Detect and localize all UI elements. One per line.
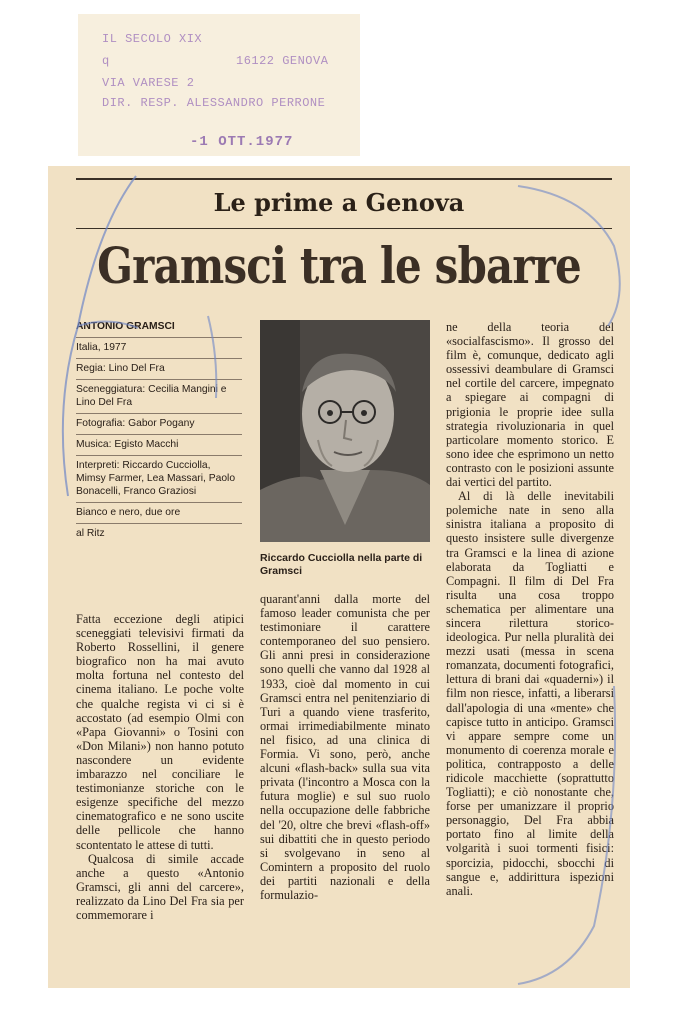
article-headline: Gramsci tra le sbarre (97, 236, 581, 295)
stamp-city: 16122 GENOVA (236, 54, 329, 68)
archive-stamp (78, 14, 360, 156)
paragraph: Fatta eccezione degli atipici sceneggiati televisivi firmati da Roberto Rossellini, il genere biografico non ha mai avuto molta fortuna nel contesto del cinema italiano. Le poche volte che qualche regista vi ci si è accostato (ad esempio Olmi con «Papa Giovanni» o Tosini con «Don Milani») non hanno potuto nascondere un evidente imbarazzo nel conciliare le testimonianze storiche con le esigenze specifiche del mezzo cinematografico e ne sono uscite delle pellicole che hanno scontentato le attese di tutti. (76, 612, 244, 852)
newspaper-clipping (48, 166, 630, 988)
article-kicker: Le prime a Genova (213, 188, 465, 217)
credit-photography: Fotografia: Gabor Pogany (76, 414, 242, 435)
stamp-address: VIA VARESE 2 (102, 76, 195, 90)
photo-caption: Riccardo Cucciolla nella parte di Gramsci (260, 552, 423, 577)
credit-screenplay: Sceneggiatura: Cecilia Mangini e Lino Del Fra (76, 380, 242, 414)
stamp-director: DIR. RESP. ALESSANDRO PERRONE (102, 96, 326, 110)
credit-country-year: Italia, 1977 (76, 338, 242, 359)
paragraph: Al di là delle inevitabili polemiche nate in seno alla sinistra italiana a proposito di questo insistere sulle divergenze tra Gramsci e la linea di azione elaborata da Togliatti e Compagni. Il film di Del Fra risulta una cosa troppo schematica per alimentare una sincera rilettura storico-ideologica. Pur nella pluralità dei mezzi usati (messa in scena romanzata, documenti fotografici, lettura di brani dai «quaderni») il film non riesce, infatti, a liberarsi dall'apologia di una «mente» che capisce tutto in anticipo. Gramsci vi appare sempre come un monumento di coerenza morale e politica, contrapposto a delle ridicole macchiette (soprattutto Togliatti); e ciò nonostante che, forse per umanizzare il proprio personaggio, Del Fra abbia portato fino al limite della volgarità i suoi tormenti fisici: sporcizia, pidocchi, sbocchi di sangue e, addirittura ispezioni anali. (446, 489, 614, 898)
credit-cinema: al Ritz (76, 528, 105, 539)
credit-music: Musica: Egisto Macchi (76, 435, 242, 456)
pen-annotation-marks (48, 166, 630, 988)
stamp-date: -1 OTT.1977 (190, 134, 294, 150)
credit-director: Regia: Lino Del Fra (76, 359, 242, 380)
credit-cast: Interpreti: Riccardo Cucciolla, Mimsy Farmer, Lea Massari, Paolo Bonacelli, Franco Graziosi (76, 456, 242, 503)
credit-format: Bianco e nero, due ore (76, 503, 242, 524)
paragraph: Qualcosa di simile accade anche a questo «Antonio Gramsci, gli anni del carcere», realizzato da Lino Del Fra sia per commemorare i (76, 851, 244, 922)
credit-title: ANTONIO GRAMSCI (76, 317, 242, 338)
stamp-code: q (102, 54, 110, 68)
paragraph: quarant'anni dalla morte del famoso leader comunista che per testimoniare il carattere contemporaneo del suo pensiero. Gli anni presi in considerazione sono quelli che vanno dal 1928 al 1933, cioè dal momento in cui Gramsci entra nel penitenziario di Turi a quando viene trasferito, ormai irrimediabilmente minato nel fisico, ad una clinica di Formia. Vi sono, però, anche alcuni «flash-back» sulla sua vita privata (l'incontro a Mosca con la futura moglie) e sul suo ruolo nella occupazione delle fabbriche del '20, oltre che brevi «flash-off» sui dibattiti che in questo periodo si svolgevano in seno al Comintern a proposito del ruolo dei partiti nazionali e della formulazio- (260, 592, 430, 902)
paragraph: ne della teoria del «socialfascismo». Il grosso del film è, comunque, dedicato agli ossessivi deambulare di Gramsci nel cortile del carcere, impegnato a spiegare ai compagni di prigionia le proprie idee sulla strategia rivoluzionaria in quel particolare momento storico. E sono idee che esprimono un netto contrasto con le posizioni assunte dai vertici del partito. (446, 320, 614, 490)
stamp-newspaper: IL SECOLO XIX (102, 32, 203, 46)
